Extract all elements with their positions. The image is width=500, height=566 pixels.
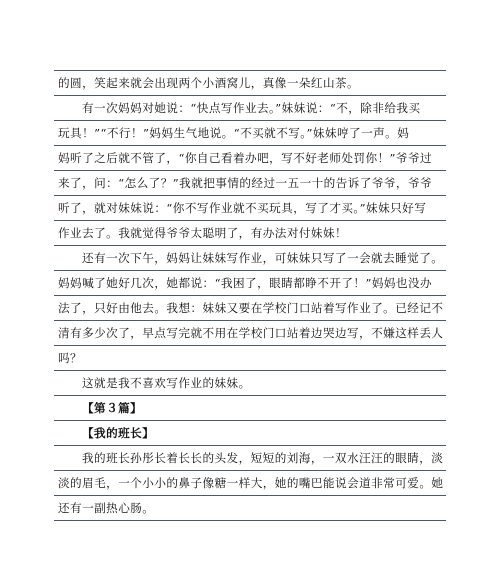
lined-text-sheet: [54, 70, 446, 521]
text-line: [54, 371, 446, 396]
text-line: [54, 121, 446, 146]
line-text: 吗？: [58, 351, 83, 365]
line-text: 【我的班长】: [82, 426, 155, 440]
line-text: 还有一副热心肠。: [58, 501, 155, 515]
text-line: [54, 71, 446, 96]
line-text: 这就是我不喜欢写作业的妹妹。: [82, 376, 251, 390]
text-line: [54, 271, 446, 296]
line-text: 有一次妈妈对她说：“快点写作业去。”妹妹说：“不，除非给我买: [82, 101, 421, 115]
text-line: [54, 196, 446, 221]
line-text: 【第３篇】: [82, 401, 143, 415]
text-line: [54, 146, 446, 171]
text-line: [54, 446, 446, 471]
line-text: 作业去了。我就觉得爷爷太聪明了，有办法对付妹妹！: [58, 226, 348, 240]
text-line: [54, 246, 446, 271]
section-heading-line: [54, 396, 446, 421]
text-line: [54, 171, 446, 196]
text-line: [54, 321, 446, 346]
line-text: 淡的眉毛，一个小小的鼻子像糖一样大，她的嘴巴能说会道非常可爱。她: [58, 476, 444, 490]
line-text: 玩具！”“不行！”妈妈生气地说。“不买就不写。”妹妹哼了一声。妈: [58, 126, 410, 140]
line-text: 妈听了之后就不管了，“你自己看着办吧，写不好老师处罚你！”爷爷过: [58, 151, 433, 165]
line-text: 清有多少次了，早点写完就不用在学校门口站着边哭边写，不嫌这样丢人: [58, 326, 444, 340]
text-line: [54, 471, 446, 496]
line-text: 听了，就对妹妹说：“你不写作业就不买玩具，写了才买。”妹妹只好写: [58, 201, 427, 215]
line-text: 来了，问：“怎么了？”我就把事情的经过一五一十的告诉了爷爷，爷爷: [58, 176, 433, 190]
text-line: [54, 96, 446, 121]
text-line: [54, 346, 446, 371]
line-text: 妈妈喊了她好几次，她都说：“我困了，眼睛都睁不开了！”妈妈也没办: [58, 276, 433, 290]
text-line: [54, 496, 446, 521]
line-text: 我的班长孙彤长着长长的头发，短短的刘海，一双水汪汪的眼睛，淡: [82, 451, 444, 465]
text-line: [54, 221, 446, 246]
section-heading-line: [54, 421, 446, 446]
line-text: 的圆，笑起来就会出现两个小酒窝儿，真像一朵红山茶。: [58, 76, 360, 90]
text-line: [54, 296, 446, 321]
line-text: 还有一次下午，妈妈让妹妹写作业，可妹妹只写了一会就去睡觉了。: [82, 251, 444, 265]
line-text: 法了，只好由他去。我想：妹妹又要在学校门口站着写作业了。已经记不: [58, 301, 444, 315]
